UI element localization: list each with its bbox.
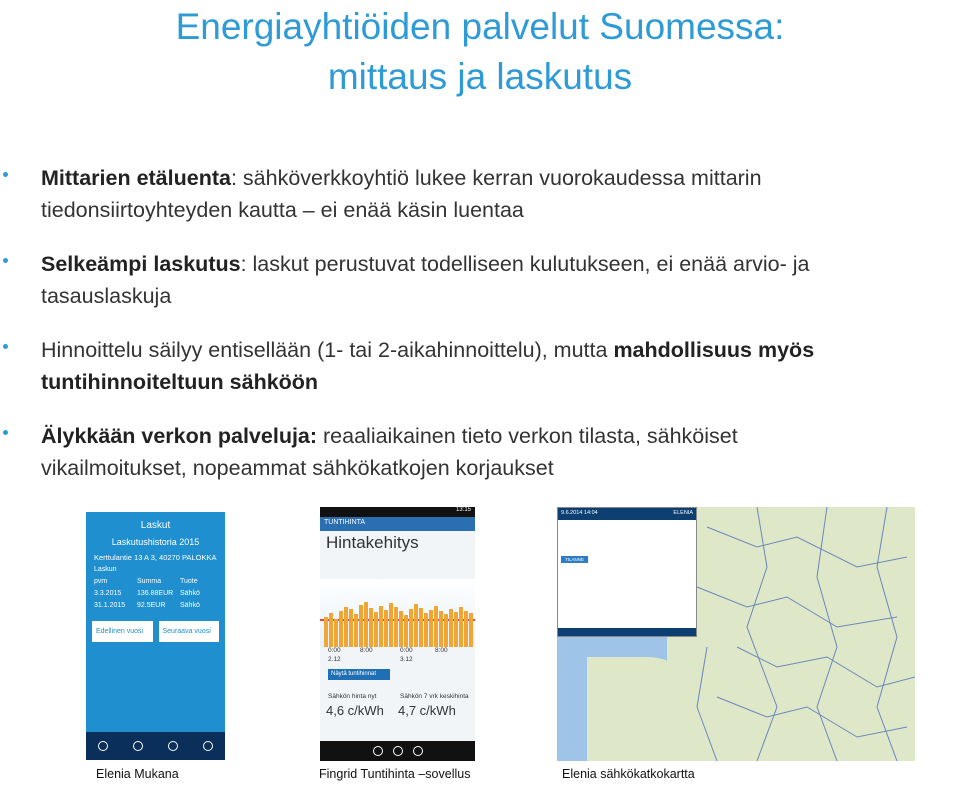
price-bar <box>469 613 473 647</box>
next-year-button: Seuraava vuosi <box>159 621 220 642</box>
price-bar <box>399 611 403 647</box>
tab-tilanne: TILANNE <box>561 556 588 563</box>
now-price-value: 4,6 c/kWh <box>326 703 384 718</box>
bullet-bold-text: Selkeämpi laskutus <box>41 252 241 276</box>
price-bar <box>444 614 448 647</box>
price-bar <box>329 613 333 647</box>
bullet-bold-text: mahdollisuus myös <box>613 338 815 362</box>
price-bar <box>459 607 463 647</box>
mukana-footer-nav <box>86 732 225 760</box>
previous-year-button: Edellinen vuosi <box>92 621 153 642</box>
elenia-logo: ELENIA <box>673 510 693 516</box>
tuntihinta-brand: TUNTIHINTA <box>320 517 475 531</box>
price-bar <box>409 609 413 647</box>
price-bar <box>339 611 343 647</box>
bullet-bold-text-line2: tuntihinnoiteltuun sähköön <box>41 370 319 394</box>
now-price-label: Sähkön hinta nyt <box>328 693 377 700</box>
message-icon <box>393 746 403 756</box>
status-bar: 13:15 <box>320 507 475 517</box>
price-bar <box>414 604 418 647</box>
time-label: 8:00 <box>435 647 448 654</box>
slide-title <box>0 2 960 102</box>
bullet-text: reaaliaikainen tieto verkon tilasta, sähköiset <box>317 424 738 448</box>
price-bar <box>379 606 383 647</box>
share-icon <box>413 746 423 756</box>
price-bar <box>324 617 328 647</box>
bullet-bold-text: Älykkään verkon palveluja: <box>41 424 318 448</box>
price-bar <box>389 603 393 647</box>
home-icon <box>98 741 108 751</box>
bullet-dot-icon <box>3 430 8 435</box>
time-label: 8:00 <box>360 647 373 654</box>
elenia-mukana-screenshot <box>86 512 225 760</box>
price-bar <box>384 610 388 647</box>
bullet-text: : laskut perustuvat todelliseen kulutukseen, ei enää arvio- ja <box>240 252 810 276</box>
price-bar <box>439 611 443 647</box>
tuntihinta-screenshot <box>320 507 475 761</box>
price-bar <box>464 611 468 647</box>
bullet-bold-text: Mittarien etäluenta <box>41 166 231 190</box>
map-date: 9.6.2014 14:04 <box>561 510 598 516</box>
price-bar <box>454 612 458 647</box>
price-bar <box>434 606 438 647</box>
bullet-text-line2: tasauslaskuja <box>41 284 172 308</box>
tuntihinta-heading: Hintakehitys <box>326 533 419 552</box>
price-bar <box>369 608 373 647</box>
map-info-panel <box>557 507 697 637</box>
bullet-text-line2: vikailmoitukset, nopeammat sähkökatkojen korjaukset <box>41 456 554 480</box>
title-line-2: mittaus ja laskutus <box>327 56 633 97</box>
mukana-label: Laskun <box>94 566 117 573</box>
price-bar <box>354 614 358 647</box>
bullet-text-line2: tiedonsiirtoyhteyden kautta – ei enää käsin luentaa <box>41 198 524 222</box>
date-label: 3.12 <box>400 656 413 663</box>
price-bar <box>429 610 433 647</box>
price-bar <box>349 609 353 647</box>
caption-kartta: Elenia sähkökatkokartta <box>562 767 695 781</box>
bullet-dot-icon <box>3 258 8 263</box>
price-bar <box>394 607 398 647</box>
bullet-dot-icon <box>3 344 8 349</box>
bullet-text: Hinnoittelu säilyy entisellään (1- tai 2-aikahinnoittelu), mutta <box>41 338 614 362</box>
invoice-icon <box>168 741 178 751</box>
caption-mukana: Elenia Mukana <box>96 767 179 781</box>
outage-map-screenshot <box>557 507 915 761</box>
time-label: 0:00 <box>400 647 413 654</box>
map-panel-footer <box>558 628 696 636</box>
settings-icon <box>373 746 383 756</box>
bullet-dot-icon <box>3 172 8 177</box>
caption-tuntihinta: Fingrid Tuntihinta –sovellus <box>319 767 471 781</box>
mukana-header: Laskut <box>140 520 171 531</box>
tuntihinta-footer <box>320 741 475 761</box>
price-bar <box>344 607 348 647</box>
time-label: 0:00 <box>328 647 341 654</box>
date-label: 2.12 <box>328 656 341 663</box>
avg-price-label: Sähkön 7 vrk keskihinta <box>400 693 469 700</box>
table-row: 31.1.2015 92.5EUR Sähkö <box>94 602 200 609</box>
table-header: pvm Summa Tuote <box>94 578 198 585</box>
bullet-text: : sähköverkkoyhtiö lukee kerran vuorokaudessa mittarin <box>230 166 762 190</box>
price-bar <box>374 612 378 647</box>
avg-price-value: 4,7 c/kWh <box>398 703 456 718</box>
table-row: 3.3.2015 136.88EUR Sähkö <box>94 590 200 597</box>
fault-service-icon <box>133 741 143 751</box>
mukana-subheader: Laskutushistoria 2015 <box>111 537 200 547</box>
more-icon <box>203 741 213 751</box>
price-bar <box>334 619 338 647</box>
price-bar <box>364 602 368 647</box>
price-chart <box>320 579 475 647</box>
mukana-invoice-table <box>94 578 217 609</box>
price-bar <box>424 613 428 647</box>
price-bar <box>419 608 423 647</box>
show-hourly-prices-select: Näytä tuntihinnat <box>328 669 390 680</box>
title-line-1: Energiayhtiöiden palvelut Suomessa: <box>175 6 785 47</box>
price-bar <box>359 605 363 647</box>
price-bar <box>449 609 453 647</box>
mukana-address: Kerttulantie 13 A 3, 40270 PALOKKA <box>94 553 217 562</box>
price-bar <box>404 615 408 647</box>
